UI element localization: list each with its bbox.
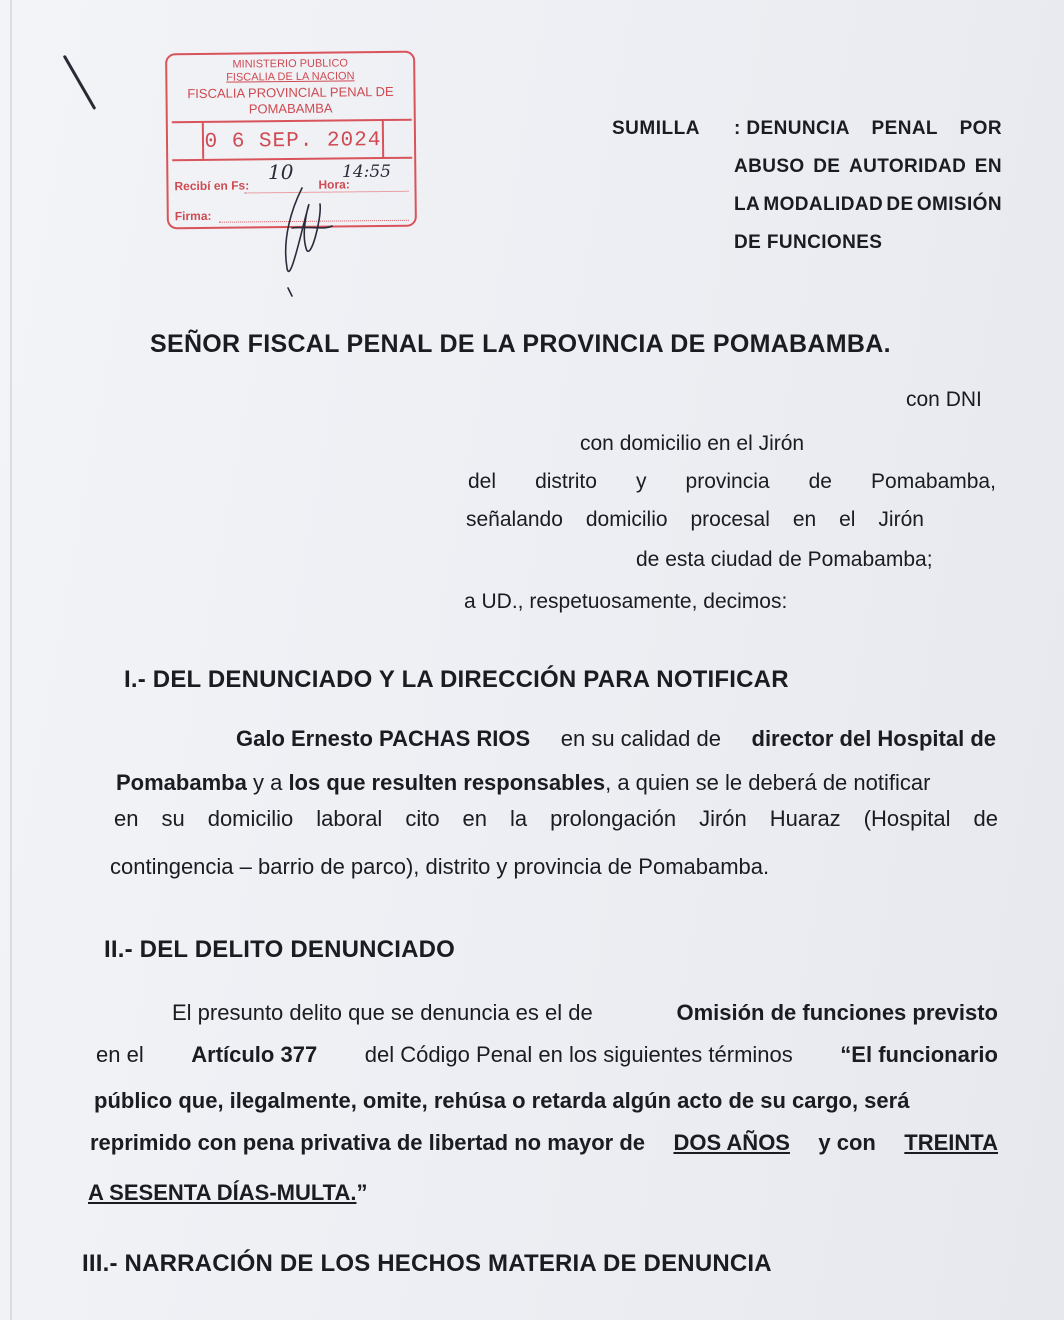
quote-start: “El funcionario — [840, 1042, 998, 1067]
intro-line-2: con domicilio en el Jirón — [580, 432, 805, 455]
word: su — [161, 806, 185, 831]
section-1-line-3 — [114, 806, 998, 832]
intro-word: de — [808, 470, 832, 493]
sumilla-word: MODALIDAD — [763, 194, 884, 215]
intro-word: domicilio — [585, 508, 668, 531]
responsible-parties: los que resulten responsables — [288, 770, 606, 795]
sumilla-word: PENAL — [871, 118, 938, 139]
section-1-line-4: contingencia – barrio de parco), distrito y provincia de Pomabamba. — [110, 854, 770, 879]
intro-word: Pomabamba, — [871, 470, 996, 493]
penalty-fine: TREINTA — [904, 1130, 998, 1155]
section-1-line-1 — [236, 726, 996, 752]
accused-name: Galo Ernesto PACHAS RIOS — [236, 726, 531, 751]
section-2-line-2 — [96, 1042, 998, 1068]
word: laboral — [316, 806, 383, 831]
intro-line-5: de esta ciudad de Pomabamba; — [636, 548, 933, 571]
word: en — [462, 806, 488, 831]
sumilla-word: : DENUNCIA — [734, 118, 850, 139]
word: (Hospital — [863, 806, 951, 831]
text-span: y a — [252, 770, 283, 795]
addressee: SEÑOR FISCAL PENAL DE LA PROVINCIA DE POMABAMBA. — [150, 330, 891, 358]
sumilla-word: ABUSO — [734, 156, 805, 177]
stamp-received-label: Recibí en Fs: — [174, 178, 250, 194]
sumilla-row-2 — [734, 148, 1002, 186]
sumilla-word: EN — [974, 156, 1002, 177]
section-2-line-3: público que, ilegalmente, omite, rehúsa o retarda algún acto de su cargo, será — [94, 1088, 910, 1113]
intro-word: Jirón — [878, 508, 924, 531]
stamp-divider — [382, 121, 384, 157]
sumilla-word: LA — [734, 194, 761, 215]
text-span: y con — [818, 1130, 876, 1155]
sumilla-word: OMISIÓN — [916, 194, 1002, 215]
text-span: reprimido con pena privativa de libertad no mayor de — [90, 1130, 646, 1155]
stamp-hour-label: Hora: — [318, 177, 350, 192]
sumilla-word: DE FUNCIONES — [734, 232, 883, 253]
word: Jirón — [699, 806, 747, 831]
section-2-line-5 — [88, 1180, 367, 1206]
sumilla-word: AUTORIDAD — [848, 156, 967, 177]
section-3-heading: III.- NARRACIÓN DE LOS HECHOS MATERIA DE DENUNCIA — [82, 1250, 772, 1277]
sumilla-word: DE — [886, 194, 914, 215]
section-2-line-1 — [172, 1000, 998, 1026]
text-span: El presunto delito que se denuncia es el de — [172, 1000, 593, 1025]
sumilla-word: DE — [813, 156, 841, 177]
sumilla-text — [734, 110, 1002, 262]
stamp-line-2: FISCALIA DE LA NACION — [226, 70, 355, 84]
text-span: , a quien se le deberá de notificar — [605, 770, 931, 795]
stamp-date-box — [172, 119, 412, 162]
intro-line-4 — [466, 508, 924, 532]
intro-word: provincia — [685, 470, 770, 493]
paper-fold — [10, 0, 12, 1320]
sumilla-row-1 — [734, 110, 1002, 148]
intro-word: en — [792, 508, 817, 531]
penalty-fine-cont: A SESENTA DÍAS-MULTA. — [88, 1180, 357, 1205]
intro-word: procesal — [690, 508, 770, 531]
word: prolongación — [550, 806, 677, 831]
word: cito — [405, 806, 440, 831]
accused-role: director del Hospital de — [751, 726, 996, 751]
intro-line-1: con DNI — [906, 388, 982, 411]
stamp-line-4: POMABAMBA — [248, 100, 333, 117]
stamp-date: 0 6 SEP. 2024 — [204, 129, 382, 154]
accused-role-cont: Pomabamba — [116, 770, 247, 795]
stamp-signature-label: Firma: — [174, 208, 212, 224]
pen-mark — [63, 55, 97, 110]
stamp-line-3: FISCALIA PROVINCIAL PENAL DE — [187, 83, 394, 102]
intro-word: del — [468, 470, 497, 493]
word: de — [973, 806, 998, 831]
section-2-heading: II.- DEL DELITO DENUNCIADO — [104, 936, 455, 963]
penalty-years: DOS AÑOS — [673, 1130, 790, 1155]
handwritten-folios: 10 — [268, 160, 294, 184]
crime-name: Omisión de funciones previsto — [676, 1000, 998, 1025]
sumilla-row-3 — [734, 186, 1002, 224]
handwritten-hour: 14:55 — [342, 162, 391, 182]
quote-end: ” — [356, 1180, 368, 1205]
intro-word: y — [635, 470, 647, 493]
word: Huaraz — [769, 806, 841, 831]
section-1-heading: I.- DEL DENUNCIADO Y LA DIRECCIÓN PARA NOTIFICAR — [124, 666, 789, 693]
article-ref: Artículo 377 — [191, 1042, 318, 1067]
intro-line-3 — [468, 470, 996, 494]
text-span: en su calidad de — [560, 726, 721, 751]
text-span: del Código Penal en los siguientes términos — [364, 1042, 793, 1067]
sumilla-row-4 — [734, 224, 1002, 262]
word: en — [114, 806, 139, 831]
intro-word: el — [839, 508, 856, 531]
intro-word: distrito — [535, 470, 597, 493]
word: domicilio — [207, 806, 294, 831]
intro-word: señalando — [466, 508, 563, 531]
section-2-line-4 — [90, 1130, 998, 1156]
text-span: en el — [96, 1042, 144, 1067]
sumilla-word: POR — [959, 118, 1002, 139]
signature-scribble — [262, 168, 352, 298]
stamp-line-1: MINISTERIO PUBLICO — [232, 57, 349, 71]
sumilla-label: SUMILLA — [612, 118, 700, 139]
intro-line-6: a UD., respetuosamente, decimos: — [464, 590, 788, 613]
section-1-line-2 — [116, 770, 996, 796]
word: la — [510, 806, 528, 831]
